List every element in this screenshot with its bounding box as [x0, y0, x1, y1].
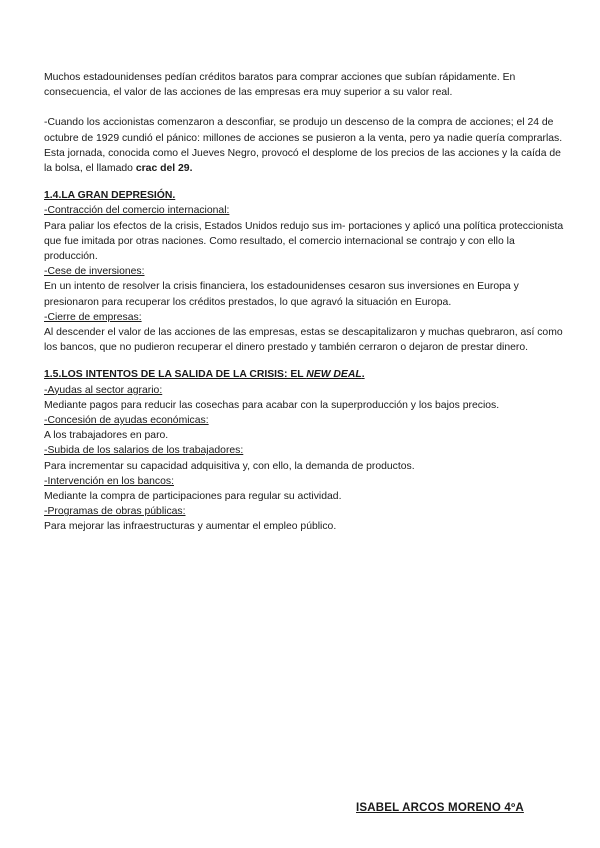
text-ayudas-economicas: A los trabajadores en paro. — [44, 430, 169, 442]
text-contraccion: Para paliar los efectos de la crisis, Estados Unidos redujo sus im- portaciones y aplicó una política proteccionista que fue imitada por otras naciones. Como resultado, el comercio internacional se contrajo y con ello la producción. — [44, 220, 564, 263]
intro-paragraph-2-text: -Cuando los accionistas comenzaron a desconfiar, se produjo un descenso de la compra de acciones; el 24 de octubre de 1929 cundió el pánico: millones de acciones se pusieron a la venta, pero ya nadie quería comprarlas. Esta jornada, conocida como el Jueves Negro, provocó el desplome de los precios de las acciones y la caída de la bolsa, el llamado — [44, 117, 563, 175]
text-cese-inversiones: En un intento de resolver la crisis financiera, los estadounidenses cesaron sus inversiones en Europa y presionaron para recuperar los créditos prestados, lo que agravó la situación en Europa. — [44, 281, 519, 308]
text-subida-salarios: Para incrementar su capacidad adquisitiva y, con ello, la demanda de productos. — [44, 460, 415, 472]
section-title-new-deal-suffix: . — [361, 369, 365, 381]
subheading-intervencion-bancos: -Intervención en los bancos: — [44, 475, 174, 487]
section-title-new-deal — [44, 367, 564, 382]
document-body — [44, 70, 564, 535]
subheading-ayudas-economicas: -Concesión de ayudas económicas: — [44, 415, 209, 427]
text-ayudas-agrario: Mediante pagos para reducir las cosechas para acabar con la superproducción y los bajos precios. — [44, 399, 500, 411]
section-title-new-deal-italic: NEW DEAL — [306, 369, 362, 381]
subheading-ayudas-agrario: -Ayudas al sector agrario: — [44, 384, 163, 396]
intro-paragraph-2 — [44, 115, 564, 176]
text-obras-publicas: Para mejorar las infraestructuras y aumentar el empleo público. — [44, 521, 337, 533]
section-title-new-deal-prefix: 1.5.LOS INTENTOS DE LA SALIDA DE LA CRISIS: EL — [44, 369, 307, 381]
crac-del-29-term: crac del 29. — [135, 163, 193, 175]
subheading-obras-publicas: -Programas de obras públicas: — [44, 506, 186, 518]
text-intervencion-bancos: Mediante la compra de participaciones para regular su actividad. — [44, 491, 342, 503]
author-signature: ISABEL ARCOS MORENO 4ºA — [356, 802, 524, 814]
subheading-subida-salarios: -Subida de los salarios de los trabajadores: — [44, 445, 244, 457]
section-title-gran-depresion: 1.4.LA GRAN DEPRESIÓN. — [44, 190, 176, 202]
text-cierre-empresas: Al descender el valor de las acciones de las empresas, estas se descapitalizaron y muchas quebraron, así como los bancos, que no pudieron recuperar el dinero prestado y también cerraron o dejaron de prestar dinero. — [44, 327, 563, 354]
intro-paragraph-1: Muchos estadounidenses pedían créditos baratos para comprar acciones que subían rápidamente. En consecuencia, el valor de las acciones de las empresas era muy superior a su valor real. — [44, 72, 516, 99]
subheading-cierre-empresas: -Cierre de empresas: — [44, 311, 142, 323]
subheading-cese-inversiones: -Cese de inversiones: — [44, 266, 145, 278]
subheading-contraccion: -Contracción del comercio internacional: — [44, 205, 230, 217]
